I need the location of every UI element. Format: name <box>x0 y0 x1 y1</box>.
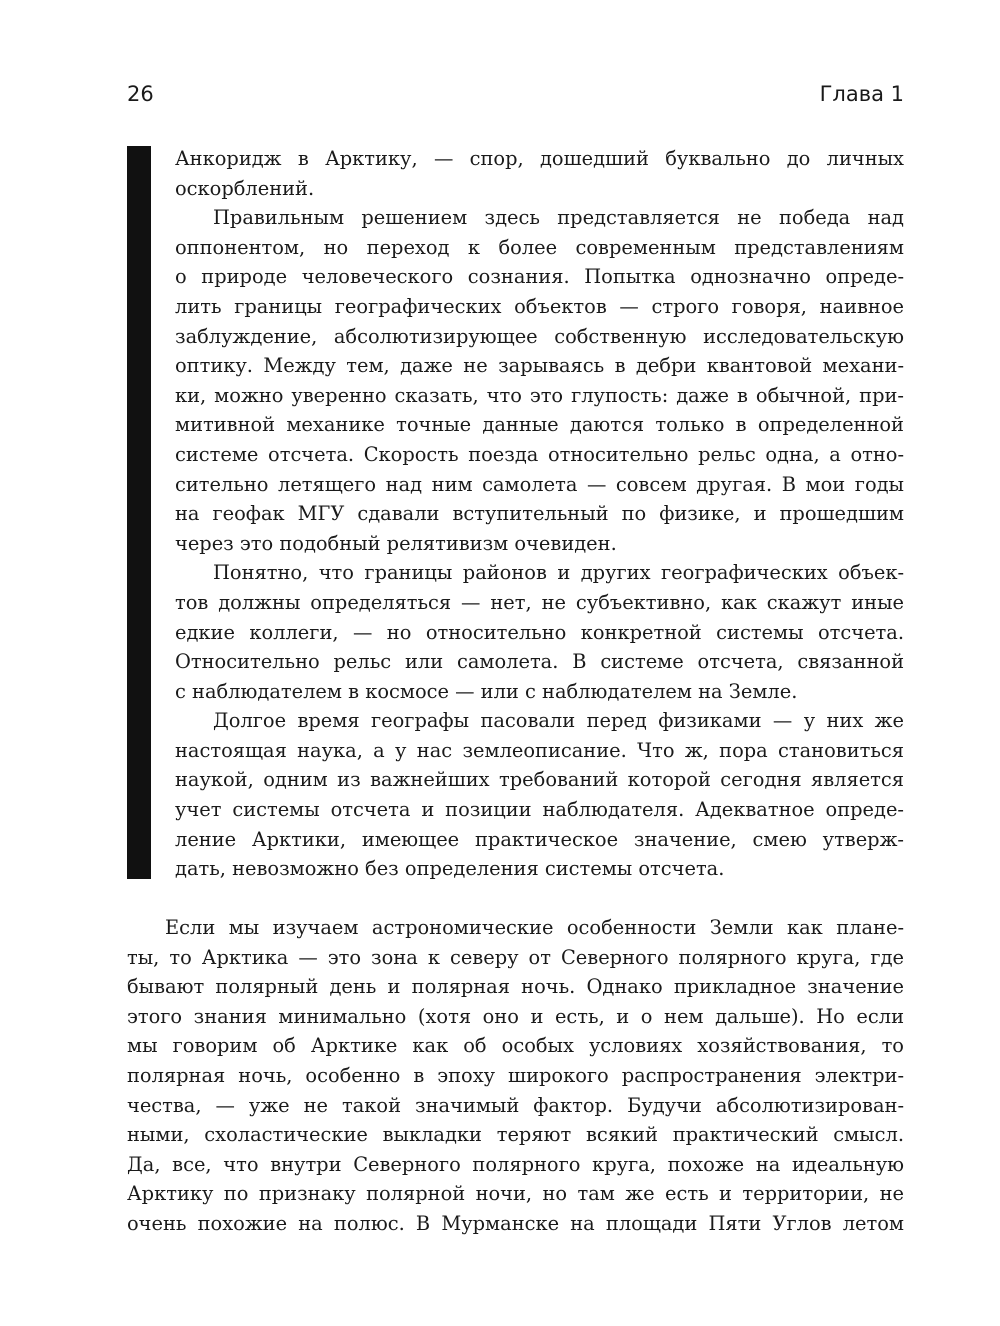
text-line: настоящая наука, а у нас землеописание. Что ж, пора становиться <box>175 738 904 762</box>
chapter-label: Глава 1 <box>819 82 904 106</box>
paragraph-4 <box>175 706 904 884</box>
paragraph-5 <box>127 913 904 1239</box>
text-line: Анкоридж в Арктику, — спор, дошедший буквально до личных <box>175 147 904 170</box>
text-line: ление Арктики, имеющее практическое значение, смею утверж- <box>175 827 904 851</box>
text-line: полярная ночь, особенно в эпоху широкого распространения электри- <box>127 1063 904 1087</box>
text-line: Относительно рельс или самолета. В системе отсчета, связанной <box>175 650 904 674</box>
text-line: чества, — уже не такой значимый фактор. Будучи абсолютизирован- <box>127 1093 904 1117</box>
text-line: ными, схоластические выкладки теряют всякий практический смысл. <box>127 1123 904 1147</box>
text-line: о природе человеческого сознания. Попытка однозначно опреде- <box>175 265 904 289</box>
text-line: на геофак МГУ сдавали вступительный по физике, и прошедшим <box>175 502 904 526</box>
text-line: этого знания минимально (хотя оно и есть, и о нем дальше). Но если <box>127 1004 904 1028</box>
text-line: Правильным решением здесь представляется не победа над <box>213 206 904 230</box>
text-line: ты, то Арктика — это зона к северу от Северного полярного круга, где <box>127 945 904 969</box>
text-line: учет системы отсчета и позиции наблюдателя. Адекватное опреде- <box>175 798 904 822</box>
main-text <box>127 913 904 1239</box>
text-line: наукой, одним из важнейших требований которой сегодня является <box>175 768 904 792</box>
text-line: Если мы изучаем астрономические особенности Земли как плане- <box>165 916 904 939</box>
paragraph-1 <box>175 144 904 203</box>
text-line: оскорблений. <box>175 176 315 200</box>
text-line: тов должны определяться — нет, не субъективно, как скажут иные <box>175 590 904 614</box>
text-line: системе отсчета. Скорость поезда относительно рельс одна, а отно- <box>175 442 904 466</box>
highlighted-passage <box>175 144 904 884</box>
text-line: ки, можно уверенно сказать, что это глупость: даже в обычной, при- <box>175 383 904 407</box>
text-line: оптику. Между тем, даже не зарываясь в дебри квантовой механи- <box>175 354 904 378</box>
text-line: очень похожие на полюс. В Мурманске на площади Пяти Углов летом <box>127 1211 904 1235</box>
text-line: лить границы географических объектов — строго говоря, наивное <box>175 294 904 318</box>
text-line: мы говорим об Арктике как об особых условиях хозяйствования, то <box>127 1034 904 1058</box>
text-line: митивной механике точные данные даются только в определенной <box>175 413 904 437</box>
text-line: с наблюдателем в космосе — или с наблюдателем на Земле. <box>175 679 798 703</box>
text-line: бывают полярный день и полярная ночь. Однако прикладное значение <box>127 975 904 999</box>
text-line: едкие коллеги, — но относительно конкретной системы отсчета. <box>175 620 904 644</box>
sidebar-highlight-bar <box>127 146 151 879</box>
text-line: через это подобный релятивизм очевиден. <box>175 531 617 555</box>
paragraph-3 <box>175 558 904 706</box>
text-line: дать, невозможно без определения системы отсчета. <box>175 857 725 881</box>
text-line: заблуждение, абсолютизирующее собственную исследовательскую <box>175 324 904 348</box>
running-head <box>127 82 904 114</box>
text-line: Арктику по признаку полярной ночи, но там же есть и территории, не <box>127 1182 904 1206</box>
text-line: Понятно, что границы районов и других географических объек- <box>213 561 904 585</box>
text-line: Да, все, что внутри Северного полярного круга, похоже на идеальную <box>127 1152 904 1176</box>
text-line: оппонентом, но переход к более современным представлениям <box>175 235 904 259</box>
text-line: Долгое время географы пасовали перед физиками — у них же <box>213 709 904 733</box>
text-line: сительно летящего над ним самолета — совсем другая. В мои годы <box>175 472 904 496</box>
page-number: 26 <box>127 82 154 106</box>
paragraph-2 <box>175 203 904 558</box>
